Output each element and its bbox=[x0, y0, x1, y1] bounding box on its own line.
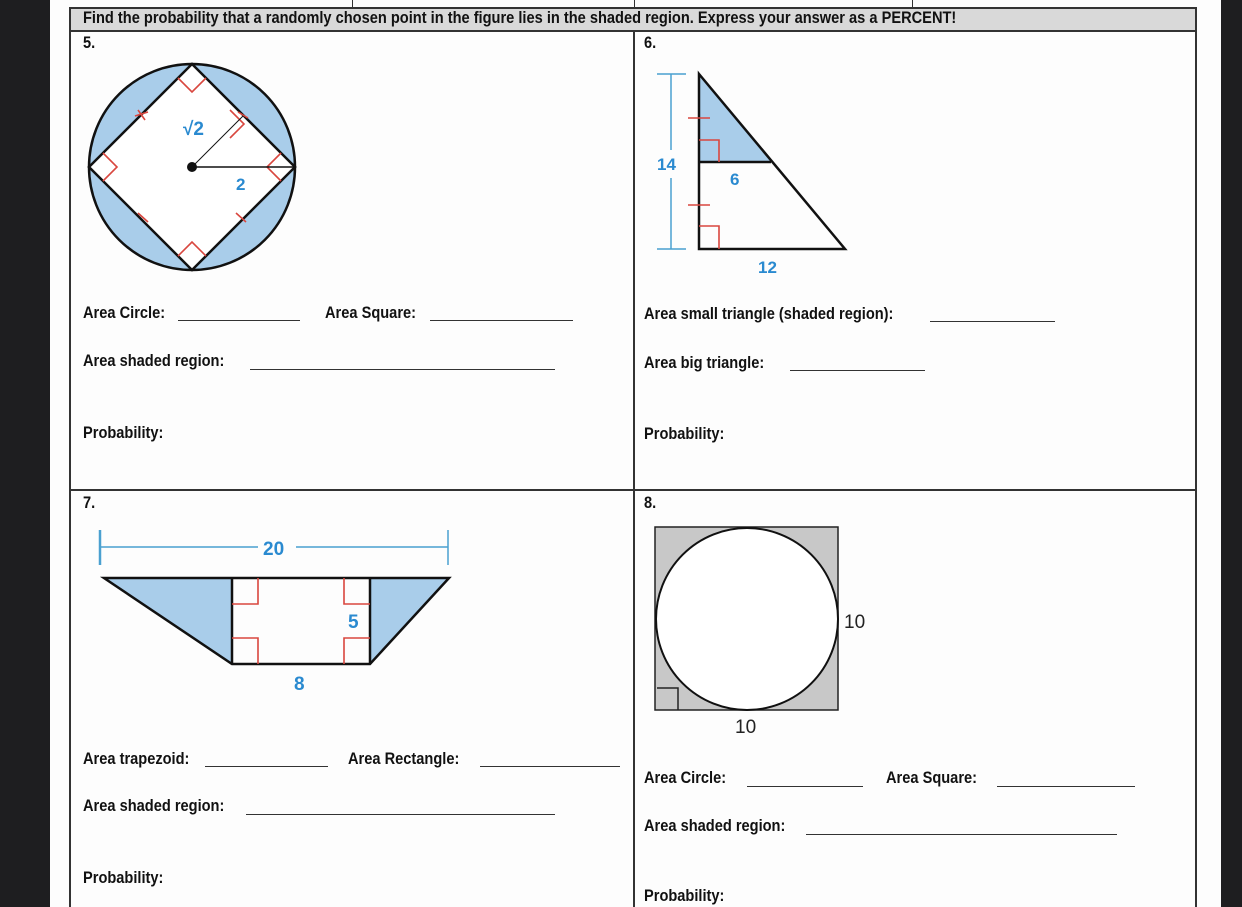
problem-number: 5. bbox=[83, 33, 96, 52]
area-big-triangle-answer-line[interactable] bbox=[790, 370, 925, 371]
probability-label: Probability: bbox=[644, 424, 725, 443]
area-square-answer-line[interactable] bbox=[430, 320, 573, 321]
probability-label: Probability: bbox=[644, 886, 725, 905]
figure-6-triangles bbox=[657, 74, 845, 277]
area-square-label: Area Square: bbox=[886, 768, 978, 787]
area-circle-answer-line[interactable] bbox=[178, 320, 300, 321]
label-small-base: 6 bbox=[730, 170, 740, 189]
area-square-answer-line[interactable] bbox=[997, 786, 1135, 787]
probability-label: Probability: bbox=[83, 868, 164, 887]
label-radius: 2 bbox=[236, 175, 246, 194]
area-trapezoid-label: Area trapezoid: bbox=[83, 749, 190, 768]
label-sqrt2: √2 bbox=[183, 119, 204, 140]
label-big-base: 12 bbox=[758, 258, 777, 277]
label-bottom: 8 bbox=[294, 674, 305, 695]
area-rectangle-answer-line[interactable] bbox=[480, 766, 620, 767]
area-big-triangle-label: Area big triangle: bbox=[644, 353, 765, 372]
label-side-bottom: 10 bbox=[735, 717, 757, 738]
area-circle-label: Area Circle: bbox=[83, 303, 166, 322]
instructions: Find the probability that a randomly chosen point in the figure lies in the shaded region. Express your answer as a PERCENT! bbox=[83, 8, 957, 27]
area-square-label: Area Square: bbox=[325, 303, 417, 322]
label-side-right: 10 bbox=[844, 612, 866, 633]
area-circle-answer-line[interactable] bbox=[747, 786, 863, 787]
area-shaded-answer-line[interactable] bbox=[246, 814, 555, 815]
label-height: 14 bbox=[657, 155, 676, 174]
label-height: 5 bbox=[348, 612, 359, 633]
area-shaded-answer-line[interactable] bbox=[250, 369, 555, 370]
area-shaded-label: Area shaded region: bbox=[644, 816, 786, 835]
problem-number: 8. bbox=[644, 493, 657, 512]
area-shaded-answer-line[interactable] bbox=[806, 834, 1117, 835]
area-trapezoid-answer-line[interactable] bbox=[205, 766, 328, 767]
figure-5-circle-square bbox=[89, 64, 295, 270]
probability-label: Probability: bbox=[83, 423, 164, 442]
figure-7-trapezoid bbox=[100, 530, 449, 695]
problem-number: 6. bbox=[644, 33, 657, 52]
area-small-triangle-label: Area small triangle (shaded region): bbox=[644, 304, 894, 323]
area-small-triangle-answer-line[interactable] bbox=[930, 321, 1055, 322]
area-shaded-label: Area shaded region: bbox=[83, 351, 225, 370]
problem-number: 7. bbox=[83, 493, 96, 512]
area-circle-label: Area Circle: bbox=[644, 768, 727, 787]
label-top: 20 bbox=[263, 539, 285, 560]
area-rectangle-label: Area Rectangle: bbox=[348, 749, 460, 768]
figure-8-square-circle bbox=[655, 527, 865, 738]
area-shaded-label: Area shaded region: bbox=[83, 796, 225, 815]
